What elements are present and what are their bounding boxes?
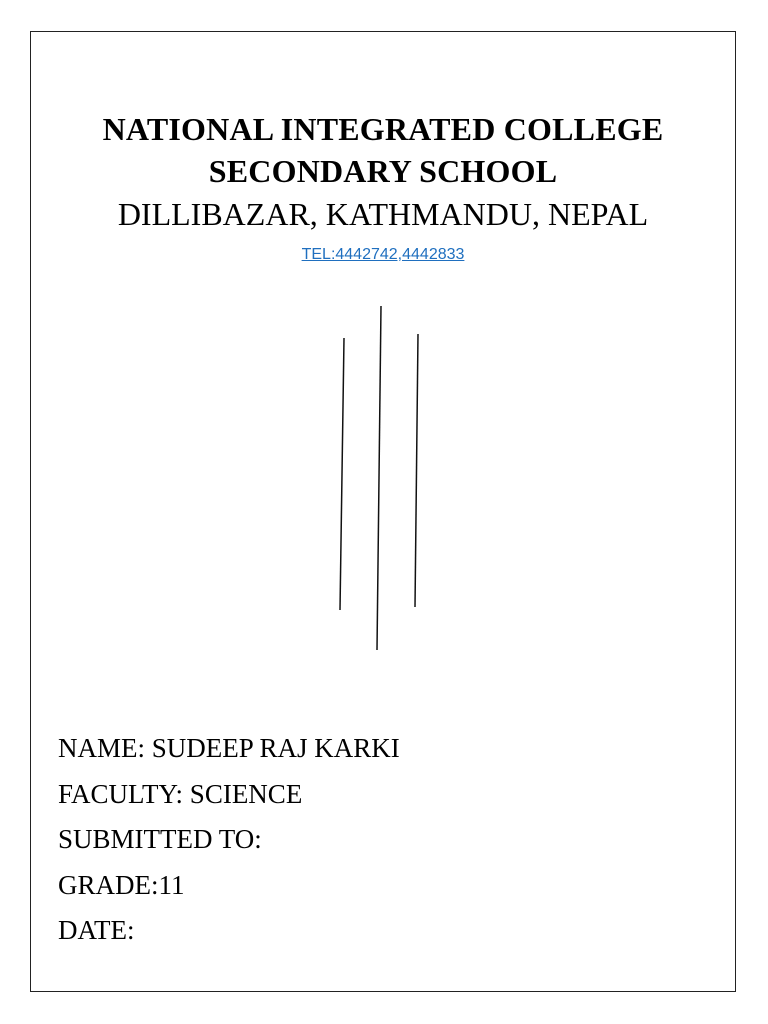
telephone-link[interactable]: TEL:4442742,4442833 xyxy=(301,246,465,263)
school-header xyxy=(30,108,736,264)
school-name-line-2: SECONDARY SCHOOL xyxy=(208,153,558,189)
student-faculty: FACULTY: SCIENCE xyxy=(58,778,303,809)
submission-date: DATE: xyxy=(58,915,135,945)
submitted-to: SUBMITTED TO: xyxy=(58,824,262,854)
school-name-line-1: NATIONAL INTEGRATED COLLEGE xyxy=(102,111,664,147)
student-grade: GRADE:11 xyxy=(58,869,185,900)
school-address: DILLIBAZAR, KATHMANDU, NEPAL xyxy=(117,196,649,232)
student-name: NAME: SUDEEP RAJ KARKI xyxy=(58,733,400,763)
student-details xyxy=(58,728,400,956)
